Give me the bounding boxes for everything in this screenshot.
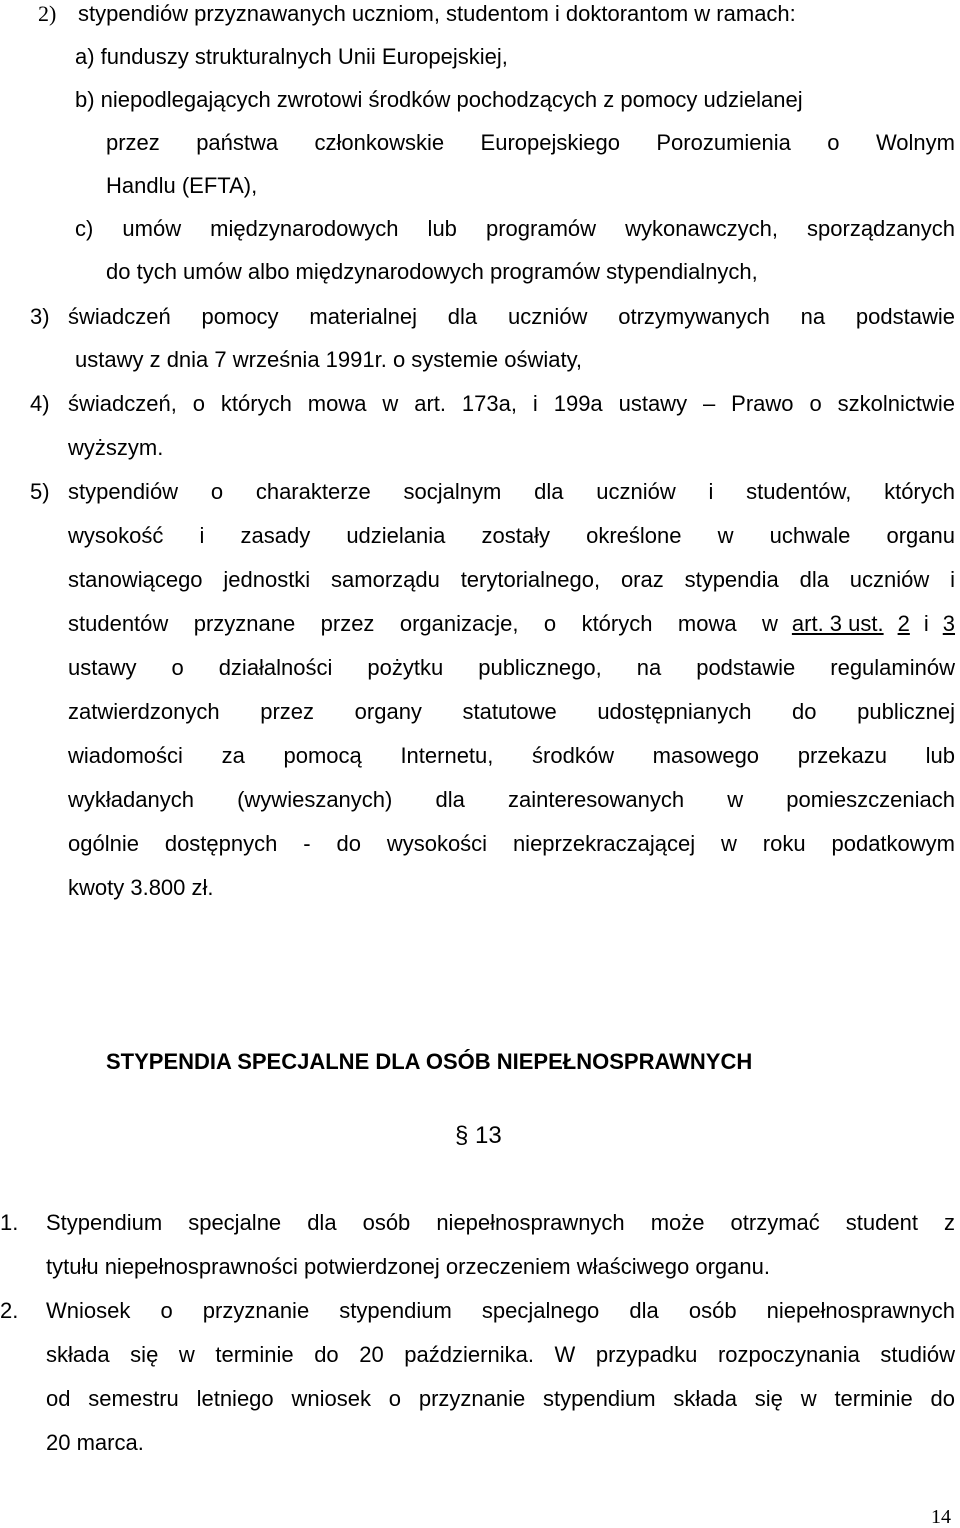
list-marker: 2. — [0, 1298, 19, 1323]
item-5-line8: wykładanych (wywieszanych) dla zainteresowanych w pomieszczeniach — [68, 787, 955, 812]
list-marker: 4) — [30, 391, 50, 416]
list-marker: 1. — [0, 1210, 19, 1235]
item-5-line3: stanowiącego jednostki samorządu terytorialnego, oraz stypendia dla uczniów i — [68, 567, 955, 592]
item-4-line1: świadczeń, o których mowa w art. 173a, i 199a ustawy – Prawo o szkolnictwie — [68, 391, 955, 416]
list-marker: 3) — [30, 304, 50, 329]
item-5-line5: ustawy o działalności pożytku publicznego, na podstawie regulaminów — [68, 655, 955, 680]
item-2b-line1: b) niepodlegających zwrotowi środków pochodzących z pomocy udzielanej — [75, 87, 803, 112]
list-marker: 5) — [30, 479, 50, 504]
item-3-line2: ustawy z dnia 7 września 1991r. o systemie oświaty, — [75, 347, 583, 372]
item-5-line6: zatwierdzonych przez organy statutowe udostępnianych do publicznej — [68, 699, 955, 724]
point-1-line1: Stypendium specjalne dla osób niepełnosprawnych może otrzymać student z — [46, 1210, 955, 1235]
item-4-line2: wyższym. — [68, 435, 164, 460]
item-3-line1: świadczeń pomocy materialnej dla uczniów otrzymywanych na podstawie — [68, 304, 955, 329]
law-link-ust3[interactable]: 3 — [942, 611, 955, 636]
item-5-line9: ogólnie dostępnych - do wysokości nieprzekraczającej w roku podatkowym — [68, 831, 955, 856]
item-2b-line2: przez państwa członkowskie Europejskiego Porozumienia o Wolnym — [106, 130, 955, 155]
item-2b-line3: Handlu (EFTA), — [106, 173, 258, 198]
item-5-line10: kwoty 3.800 zł. — [68, 875, 214, 900]
law-link-ust2[interactable]: 2 — [897, 611, 910, 636]
item-5-line4-text: studentów przyznane przez organizacje, o których mowa w — [68, 611, 778, 636]
law-link-art3-ust[interactable]: art. 3 ust. — [791, 611, 884, 636]
item-5-line1: stypendiów o charakterze socjalnym dla uczniów i studentów, których — [68, 479, 955, 504]
item-2c-line1: c) umów międzynarodowych lub programów wykonawczych, sporządzanych — [75, 216, 955, 241]
point-2-line2: składa się w terminie do 20 października. W przypadku rozpoczynania studiów — [46, 1342, 955, 1367]
item-2a: a) funduszy strukturalnych Unii Europejskiej, — [75, 44, 508, 69]
point-1-line2: tytułu niepełnosprawności potwierdzonej orzeczeniem właściwego organu. — [46, 1254, 770, 1279]
point-2-line1: Wniosek o przyznanie stypendium specjalnego dla osób niepełnosprawnych — [46, 1298, 955, 1323]
list-marker: 2) — [38, 1, 57, 26]
point-2-line3: od semestru letniego wniosek o przyznanie stypendium składa się w terminie do — [46, 1386, 955, 1411]
item-5-line2: wysokość i zasady udzielania zostały określone w uchwale organu — [68, 523, 955, 548]
item-5-line7: wiadomości za pomocą Internetu, środków masowego przekazu lub — [68, 743, 955, 768]
item-2c-line2: do tych umów albo międzynarodowych programów stypendialnych, — [106, 259, 758, 284]
section-heading: STYPENDIA SPECJALNE DLA OSÓB NIEPEŁNOSPRAWNYCH — [106, 1049, 753, 1074]
item-5-line4 — [68, 610, 955, 638]
item-5-line4-conj: i — [923, 611, 929, 636]
point-2-line4: 20 marca. — [46, 1430, 144, 1455]
item-2-lead: stypendiów przyznawanych uczniom, studentom i doktorantom w ramach: — [78, 1, 796, 26]
paragraph-number: § 13 — [455, 1122, 502, 1149]
page-number: 14 — [931, 1506, 951, 1528]
